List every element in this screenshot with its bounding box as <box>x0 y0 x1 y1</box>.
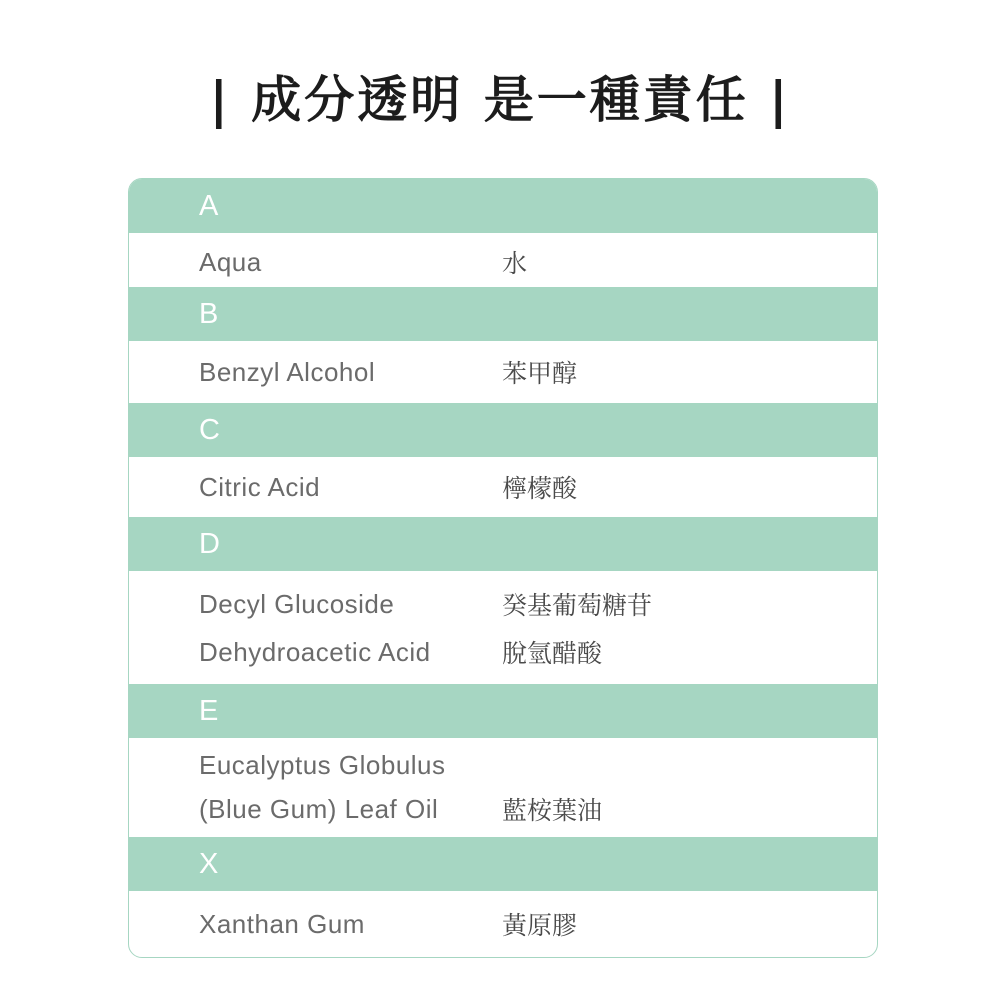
ingredient-row <box>129 630 877 674</box>
ingredient-row <box>129 240 877 284</box>
section-letter: D <box>199 527 220 560</box>
ingredient-name-zh: 癸基葡萄糖苷 <box>502 591 653 620</box>
ingredient-name-en: Aqua <box>199 246 262 277</box>
page-title: | 成分透明 是一種責任 | <box>209 71 791 129</box>
ingredient-name-en: Xanthan Gum <box>199 908 365 939</box>
ingredient-name-zh: 檸檬酸 <box>502 474 578 503</box>
ingredients-table <box>128 178 878 958</box>
ingredient-name-en: Benzyl Alcohol <box>199 356 376 387</box>
ingredient-name-zh: 藍桉葉油 <box>502 796 603 825</box>
ingredient-name-en: Eucalyptus Globulus <box>199 749 446 780</box>
ingredient-name-zh: 脫氫醋酸 <box>502 639 603 668</box>
ingredient-name-en: Dehydroacetic Acid <box>199 636 431 667</box>
ingredient-row <box>129 787 877 831</box>
ingredient-row <box>129 902 877 946</box>
section-header-x <box>129 837 877 891</box>
section-letter: C <box>199 413 220 446</box>
ingredient-row <box>129 465 877 509</box>
section-letter: E <box>199 694 219 727</box>
ingredient-name-zh: 水 <box>502 249 528 278</box>
section-letter: X <box>199 847 219 880</box>
section-letter: B <box>199 297 219 330</box>
section-header-c <box>129 403 877 457</box>
section-letter: A <box>199 189 219 222</box>
ingredient-row <box>129 350 877 394</box>
section-header-d <box>129 517 877 571</box>
ingredient-name-zh: 黃原膠 <box>502 911 578 940</box>
ingredient-row <box>129 743 877 787</box>
ingredient-name-en: (Blue Gum) Leaf Oil <box>199 793 439 824</box>
section-header-e <box>129 684 877 738</box>
section-header-b <box>129 287 877 341</box>
section-header-a <box>129 179 877 233</box>
ingredient-name-en: Decyl Glucoside <box>199 588 395 619</box>
ingredient-row <box>129 582 877 626</box>
ingredient-name-zh: 苯甲醇 <box>502 359 578 388</box>
ingredient-name-en: Citric Acid <box>199 471 321 502</box>
